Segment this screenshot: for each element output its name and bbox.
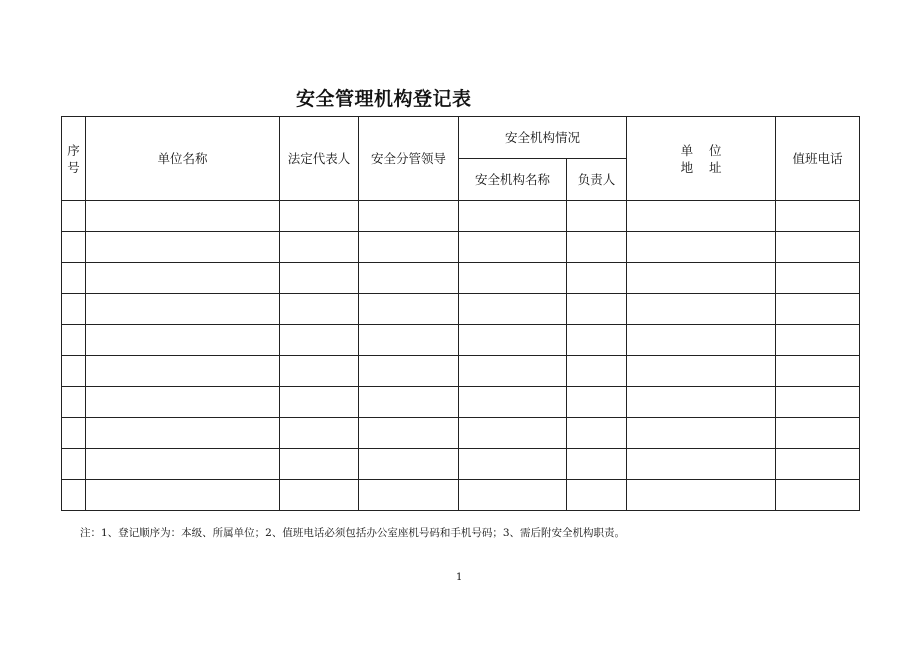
- table-cell[interactable]: [776, 449, 860, 480]
- table-cell[interactable]: [567, 232, 627, 263]
- table-cell[interactable]: [62, 480, 86, 511]
- table-cell[interactable]: [86, 418, 280, 449]
- header-seq-line1: 序: [67, 142, 80, 158]
- table-cell[interactable]: [280, 232, 359, 263]
- table-cell[interactable]: [280, 263, 359, 294]
- table-cell[interactable]: [776, 387, 860, 418]
- table-cell[interactable]: [776, 325, 860, 356]
- table-cell[interactable]: [62, 387, 86, 418]
- table-cell[interactable]: [627, 201, 776, 232]
- table-cell[interactable]: [567, 263, 627, 294]
- table-cell[interactable]: [776, 480, 860, 511]
- table-cell[interactable]: [62, 232, 86, 263]
- table-cell[interactable]: [567, 356, 627, 387]
- header-responsible-person: 负责人: [567, 159, 627, 201]
- table-cell[interactable]: [776, 294, 860, 325]
- page-number: 1: [456, 572, 463, 583]
- table-cell[interactable]: [567, 294, 627, 325]
- header-duty-phone: 值班电话: [776, 117, 860, 201]
- header-safety-organization: 安全机构情况: [459, 117, 627, 159]
- footnote: 注：1、登记顺序为：本级、所属单位；2、值班电话必须包括办公室座机号码和手机号码；3、需后附安全机构职责。: [80, 527, 626, 539]
- table-cell[interactable]: [567, 418, 627, 449]
- table-cell[interactable]: [459, 449, 567, 480]
- table-cell[interactable]: [62, 325, 86, 356]
- table-cell[interactable]: [459, 480, 567, 511]
- table-cell[interactable]: [62, 201, 86, 232]
- document-title: 安全管理机构登记表: [296, 88, 472, 110]
- table-cell[interactable]: [62, 294, 86, 325]
- table-cell[interactable]: [359, 480, 459, 511]
- table-row: [62, 356, 860, 387]
- header-address-line1: 单 位: [680, 142, 722, 158]
- table-cell[interactable]: [627, 449, 776, 480]
- header-unit-name: 单位名称: [86, 117, 280, 201]
- table-cell[interactable]: [776, 232, 860, 263]
- table-cell[interactable]: [359, 263, 459, 294]
- table-cell[interactable]: [280, 325, 359, 356]
- table-cell[interactable]: [359, 418, 459, 449]
- table-cell[interactable]: [62, 263, 86, 294]
- table-cell[interactable]: [280, 480, 359, 511]
- table-cell[interactable]: [459, 418, 567, 449]
- table-cell[interactable]: [627, 294, 776, 325]
- table-cell[interactable]: [86, 480, 280, 511]
- table-cell[interactable]: [459, 232, 567, 263]
- table-row: [62, 294, 860, 325]
- table-cell[interactable]: [359, 201, 459, 232]
- table-cell[interactable]: [86, 294, 280, 325]
- table-cell[interactable]: [62, 356, 86, 387]
- table-cell[interactable]: [459, 387, 567, 418]
- table-cell[interactable]: [86, 201, 280, 232]
- table-cell[interactable]: [62, 418, 86, 449]
- table-cell[interactable]: [567, 449, 627, 480]
- header-address-line2: 地 址: [680, 159, 722, 175]
- table-row: [62, 232, 860, 263]
- table-cell[interactable]: [86, 263, 280, 294]
- table-cell[interactable]: [280, 356, 359, 387]
- table-cell[interactable]: [359, 449, 459, 480]
- table-cell[interactable]: [459, 201, 567, 232]
- table-cell[interactable]: [359, 356, 459, 387]
- table-cell[interactable]: [86, 387, 280, 418]
- table-cell[interactable]: [627, 387, 776, 418]
- table-cell[interactable]: [359, 294, 459, 325]
- registration-table: [61, 116, 860, 511]
- table-cell[interactable]: [359, 232, 459, 263]
- table-cell[interactable]: [627, 418, 776, 449]
- table-cell[interactable]: [627, 263, 776, 294]
- table-cell[interactable]: [86, 356, 280, 387]
- table-row: [62, 480, 860, 511]
- table-cell[interactable]: [627, 325, 776, 356]
- table-cell[interactable]: [459, 294, 567, 325]
- table-cell[interactable]: [459, 325, 567, 356]
- header-safety-org-name: 安全机构名称: [459, 159, 567, 201]
- table-row: [62, 387, 860, 418]
- table-row: [62, 418, 860, 449]
- header-unit-address: [627, 117, 776, 201]
- table-cell[interactable]: [86, 325, 280, 356]
- header-seq-line2: 号: [67, 159, 80, 175]
- table-row: [62, 263, 860, 294]
- table-cell[interactable]: [280, 449, 359, 480]
- header-row-1: [62, 117, 860, 159]
- table-cell[interactable]: [86, 449, 280, 480]
- table-cell[interactable]: [567, 201, 627, 232]
- header-seq: [62, 117, 86, 201]
- table-cell[interactable]: [776, 356, 860, 387]
- table-cell[interactable]: [280, 201, 359, 232]
- table-cell[interactable]: [567, 480, 627, 511]
- table-cell[interactable]: [567, 387, 627, 418]
- table-cell[interactable]: [62, 449, 86, 480]
- table-row: [62, 449, 860, 480]
- table-row: [62, 201, 860, 232]
- table-row: [62, 325, 860, 356]
- table-cell[interactable]: [459, 356, 567, 387]
- table-cell[interactable]: [86, 232, 280, 263]
- header-legal-representative: 法定代表人: [280, 117, 359, 201]
- header-safety-leader: 安全分管领导: [359, 117, 459, 201]
- table-cell[interactable]: [776, 201, 860, 232]
- table-cell[interactable]: [627, 356, 776, 387]
- table-cell[interactable]: [776, 263, 860, 294]
- table-cell[interactable]: [359, 325, 459, 356]
- table-cell[interactable]: [627, 480, 776, 511]
- table-cell[interactable]: [459, 263, 567, 294]
- table-cell[interactable]: [359, 387, 459, 418]
- table-cell[interactable]: [280, 418, 359, 449]
- table-cell[interactable]: [280, 387, 359, 418]
- table-cell[interactable]: [776, 418, 860, 449]
- table-cell[interactable]: [567, 325, 627, 356]
- table-cell[interactable]: [627, 232, 776, 263]
- table-cell[interactable]: [280, 294, 359, 325]
